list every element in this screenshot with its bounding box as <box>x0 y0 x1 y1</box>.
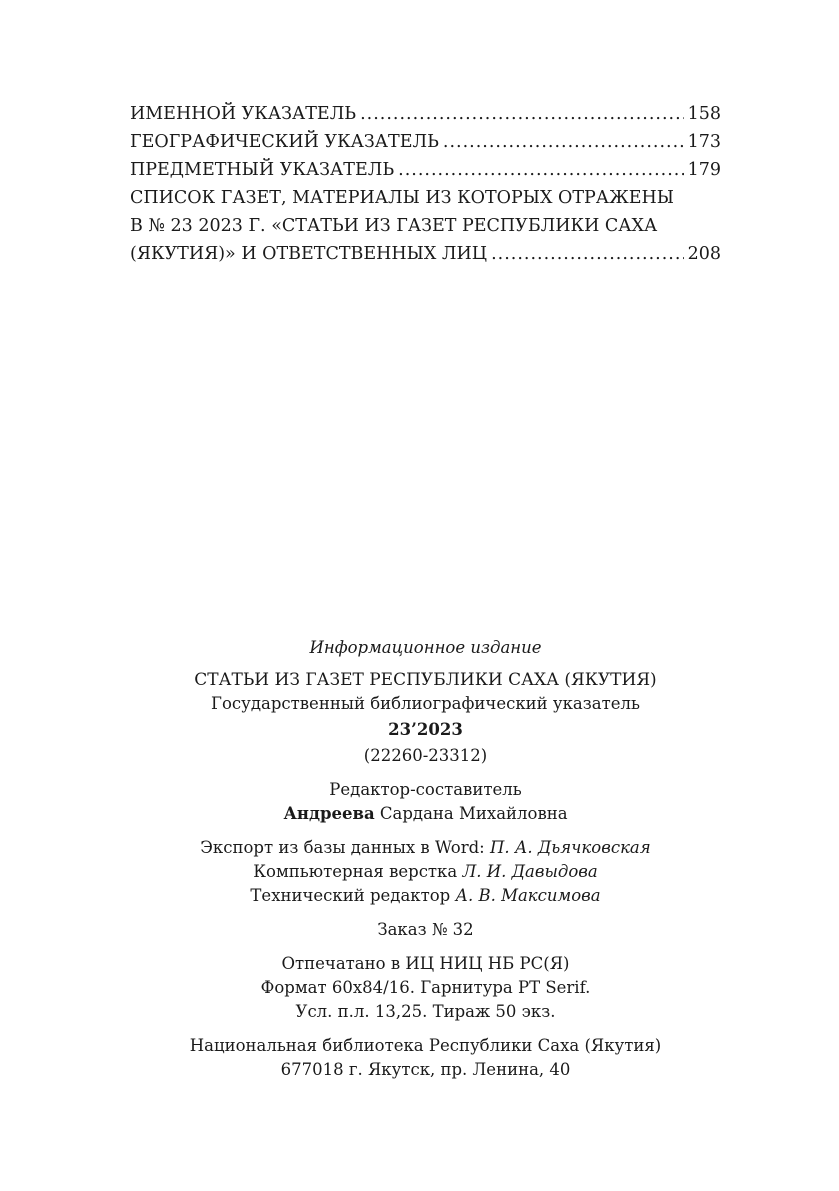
toc-entry-label: ГЕОГРАФИЧЕСКИЙ УКАЗАТЕЛЬ <box>130 132 439 152</box>
export-label: Экспорт из базы данных в Word: <box>200 838 485 857</box>
toc-entry-geographic-index[interactable] <box>130 128 721 156</box>
publisher-name: Национальная библиотека Республики Саха (Якутия) <box>189 1036 662 1055</box>
toc-entry-page: 208 <box>687 244 721 264</box>
toc-leader-dots <box>491 240 684 268</box>
toc-entry-label: ИМЕННОЙ УКАЗАТЕЛЬ <box>130 104 357 124</box>
print-run: Усл. п.л. 13,25. Тираж 50 экз. <box>295 1002 556 1021</box>
toc-entry-newspaper-list[interactable] <box>130 184 721 268</box>
toc-entry-page: 158 <box>687 104 721 124</box>
credits <box>130 836 721 908</box>
editor-full-name <box>130 802 721 826</box>
toc-entry-label: (ЯКУТИЯ)» И ОТВЕТСТВЕННЫХ ЛИЦ <box>130 244 488 264</box>
tech-person: А. В. Максимова <box>455 886 601 905</box>
layout-person: Л. И. Давыдова <box>462 862 598 881</box>
toc-leader-dots <box>443 128 684 156</box>
imprint-block <box>130 636 721 1082</box>
publication-title: СТАТЬИ ИЗ ГАЗЕТ РЕСПУБЛИКИ САХА (ЯКУТИЯ) <box>194 670 657 690</box>
tech-label: Технический редактор <box>250 886 451 905</box>
format-info: Формат 60x84/16. Гарнитура PT Serif. <box>260 978 591 997</box>
issue-number: 23’2023 <box>388 720 463 739</box>
editor-info <box>130 778 721 826</box>
order-number: Заказ № 32 <box>377 920 474 939</box>
layout-label: Компьютерная верстка <box>253 862 458 881</box>
toc-entry-label-line: СПИСОК ГАЗЕТ, МАТЕРИАЛЫ ИЗ КОТОРЫХ ОТРАЖЕНЫ <box>130 188 674 208</box>
edition-type: Информационное издание <box>309 638 542 657</box>
publisher-info <box>130 1034 721 1082</box>
toc-entry-name-index[interactable] <box>130 100 721 128</box>
toc-leader-dots <box>398 156 683 184</box>
toc-entry-label-line: В № 23 2023 Г. «СТАТЬИ ИЗ ГАЗЕТ РЕСПУБЛИКИ САХА <box>130 216 658 236</box>
record-range: (22260-23312) <box>363 746 488 765</box>
tech-editor-credit <box>130 884 721 908</box>
toc-leader-dots <box>360 100 684 128</box>
toc-entry-subject-index[interactable] <box>130 156 721 184</box>
export-credit <box>130 836 721 860</box>
toc-entry-page: 173 <box>687 132 721 152</box>
editor-surname: Андреева <box>283 804 375 823</box>
toc-entry-label: ПРЕДМЕТНЫЙ УКАЗАТЕЛЬ <box>130 160 395 180</box>
toc-entry-page: 179 <box>687 160 721 180</box>
edition-info <box>130 636 721 768</box>
publisher-address: 677018 г. Якутск, пр. Ленина, 40 <box>280 1060 571 1079</box>
editor-name: Сардана Михайловна <box>379 804 568 823</box>
order-info <box>130 918 721 942</box>
editor-role: Редактор-составитель <box>329 780 522 799</box>
printed-by: Отпечатано в ИЦ НИЦ НБ РС(Я) <box>281 954 570 973</box>
export-person: П. А. Дьячковская <box>489 838 651 857</box>
print-info <box>130 952 721 1024</box>
table-of-contents <box>130 100 721 268</box>
layout-credit <box>130 860 721 884</box>
publication-subtitle: Государственный библиографический указатель <box>211 694 640 713</box>
